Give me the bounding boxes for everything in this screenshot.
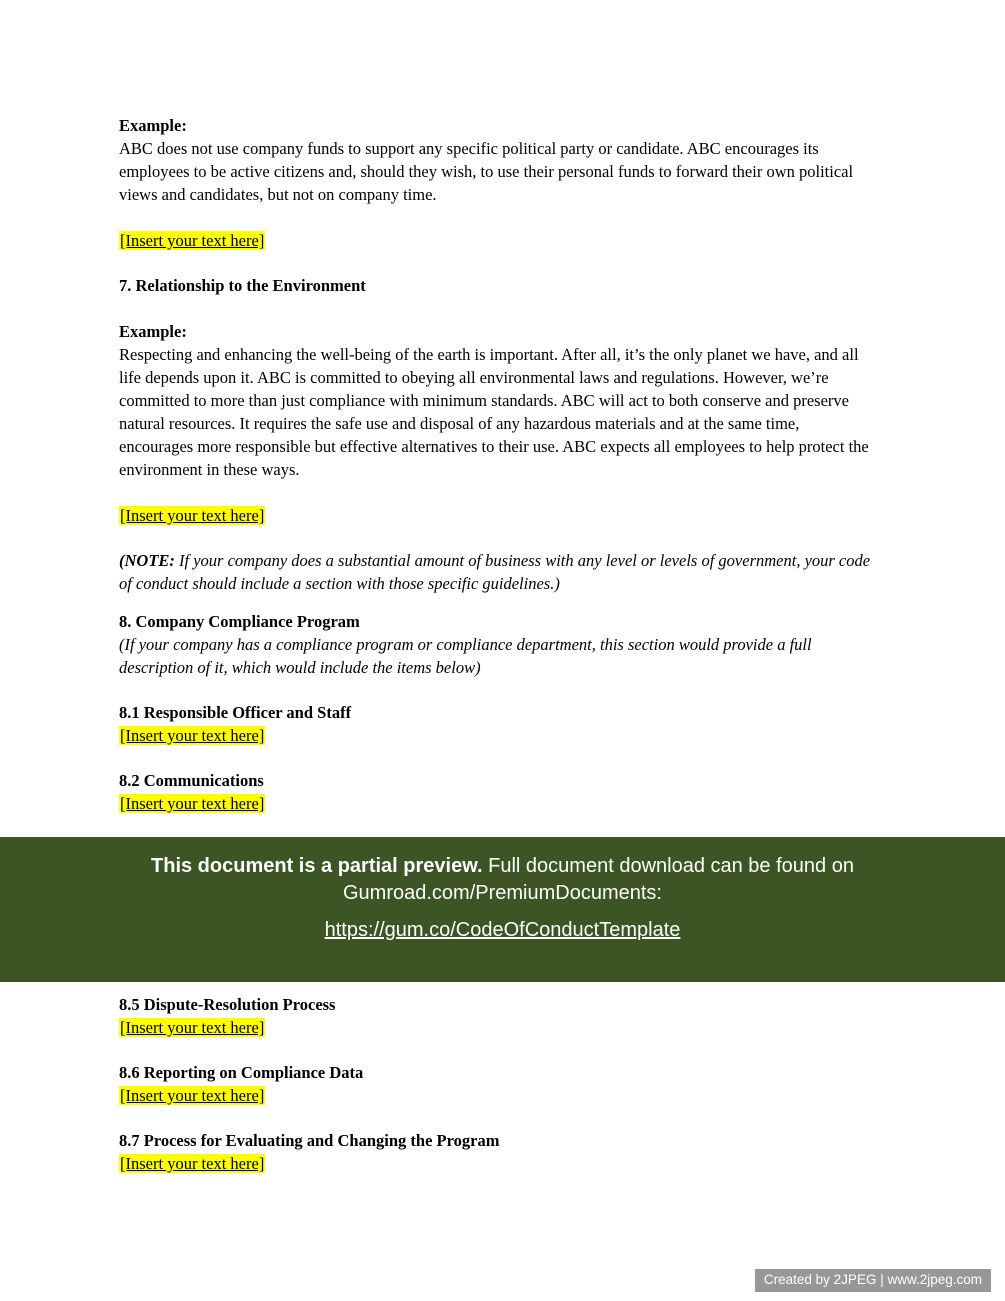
- preview-banner-text: [63, 853, 943, 907]
- section-8-7-heading: 8.7 Process for Evaluating and Changing the Program: [119, 1131, 500, 1150]
- example-label: Example:: [119, 116, 187, 135]
- section-8-5-heading: 8.5 Dispute-Resolution Process: [119, 995, 336, 1014]
- example-label: Example:: [119, 322, 187, 341]
- example-body-environment: Respecting and enhancing the well-being of the earth is important. After all, it’s the only planet we have, and all life depends upon it. ABC is committed to obeying all environmental laws and regulations. However, we’re committed to more than just compliance with minimum standards. ABC will act to both conserve and preserve natural resources. It requires the safe use and disposal of any hazardous materials and at the same time, encourages more responsible but effective alternatives to their use. ABC expects all employees to help protect the environment in these ways.: [119, 345, 869, 479]
- section-8-note: (If your company has a compliance program or compliance department, this section would provide a full description of it, which would include the items below): [119, 635, 812, 677]
- insert-text-link[interactable]: [Insert your text here]: [120, 1086, 265, 1105]
- insert-text-link[interactable]: [Insert your text here]: [120, 231, 265, 250]
- insert-text-link[interactable]: [Insert your text here]: [120, 1018, 265, 1037]
- gumroad-download-link[interactable]: https://gum.co/CodeOfConductTemplate: [324, 919, 681, 941]
- insert-text-line: [119, 792, 877, 815]
- preview-banner-bold-text: This document is a partial preview.: [151, 855, 483, 877]
- example-block-environment: [119, 320, 877, 481]
- insert-text-line: [119, 724, 877, 747]
- insert-text-line: [119, 1084, 877, 1107]
- insert-text-line: [119, 504, 877, 527]
- insert-text-link[interactable]: [Insert your text here]: [120, 794, 265, 813]
- example-block-political: [119, 114, 877, 206]
- insert-text-link[interactable]: [Insert your text here]: [120, 506, 265, 525]
- note-body: If your company does a substantial amount of business with any level or levels of government, your code of conduct should include a section with those specific guidelines.): [119, 551, 871, 593]
- document-body-bottom: [0, 982, 1005, 1175]
- section-7-heading: 7. Relationship to the Environment: [119, 276, 366, 295]
- government-note: [119, 549, 877, 595]
- insert-text-line: [119, 229, 877, 252]
- section-8-6-heading: 8.6 Reporting on Compliance Data: [119, 1063, 364, 1082]
- insert-text-link[interactable]: [Insert your text here]: [120, 1154, 265, 1173]
- preview-banner: [0, 837, 1005, 982]
- insert-text-line: [119, 1016, 877, 1039]
- note-label: (NOTE:: [119, 551, 175, 570]
- section-8-1-heading: 8.1 Responsible Officer and Staff: [119, 703, 352, 722]
- creator-watermark: Created by 2JPEG | www.2jpeg.com: [755, 1269, 991, 1292]
- preview-banner-regular-text: Full document download can be found on Gumroad.com/PremiumDocuments:: [343, 855, 854, 904]
- example-body-political: ABC does not use company funds to support any specific political party or candidate. ABC encourages its employees to be active citizens and, should they wish, to use their personal funds to forward their own political views and candidates, but not on company time.: [119, 139, 854, 204]
- section-8-heading: 8. Company Compliance Program: [119, 612, 360, 631]
- section-8-2-heading: 8.2 Communications: [119, 771, 264, 790]
- insert-text-link[interactable]: [Insert your text here]: [120, 726, 265, 745]
- insert-text-line: [119, 1152, 877, 1175]
